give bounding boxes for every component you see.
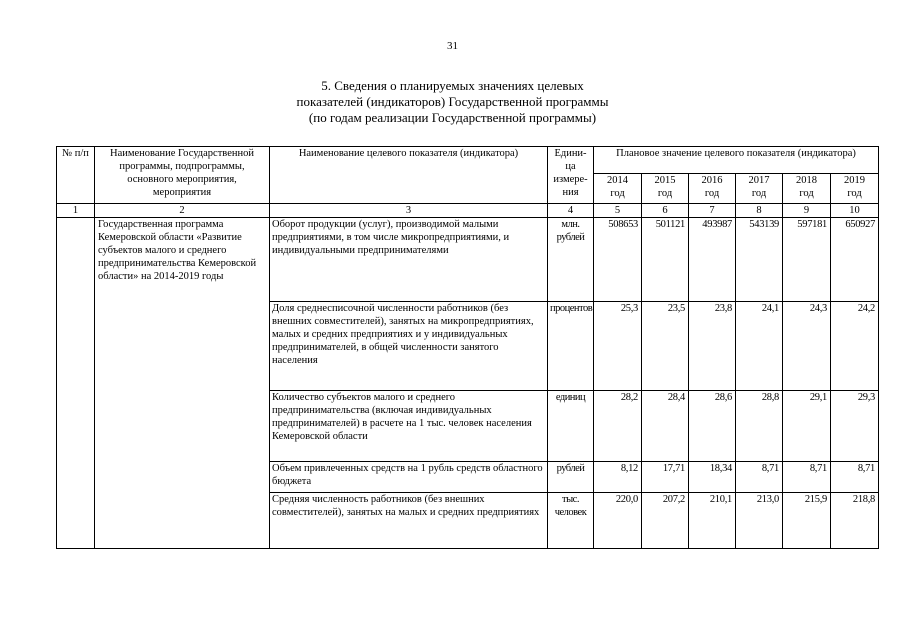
column-index: 4 — [548, 204, 594, 218]
column-index: 8 — [736, 204, 783, 218]
value-cell: 29,1 — [783, 391, 831, 462]
header-year-2016: 2016 год — [689, 174, 736, 204]
unit-cell: рублей — [548, 462, 594, 493]
indicator-name: Объем привлеченных средств на 1 рубль средств областного бюджета — [270, 462, 548, 493]
page-number: 31 — [447, 40, 458, 52]
value-cell: 24,2 — [831, 302, 879, 391]
value-cell: 508653 — [594, 218, 642, 302]
unit-cell: единиц — [548, 391, 594, 462]
indicator-name: Количество субъектов малого и среднего предпринимательства (включая индивидуальных предпринимателей) в расчете на 1 тыс. человек населения Кемеровской области — [270, 391, 548, 462]
header-year-2015: 2015 год — [642, 174, 689, 204]
indicators-table — [56, 146, 879, 549]
value-cell: 218,8 — [831, 493, 879, 549]
column-index-row — [57, 204, 879, 218]
title-line-3: (по годам реализации Государственной программы) — [308, 110, 597, 125]
header-year-2019: 2019 год — [831, 174, 879, 204]
table-row — [57, 218, 879, 302]
header-program-name: Наименование Государственной программы, подпрограммы, основного мероприятия, мероприятия — [95, 147, 270, 204]
indicator-name: Средняя численность работников (без внешних совместителей), занятых на малых и средних предприятиях — [270, 493, 548, 549]
unit-cell: млн. рублей — [548, 218, 594, 302]
value-cell: 650927 — [831, 218, 879, 302]
value-cell: 28,8 — [736, 391, 783, 462]
value-cell: 207,2 — [642, 493, 689, 549]
value-cell: 8,71 — [736, 462, 783, 493]
header-unit: Едини-ца измере-ния — [548, 147, 594, 204]
value-cell: 543139 — [736, 218, 783, 302]
header-row — [57, 147, 879, 174]
value-cell: 493987 — [689, 218, 736, 302]
unit-cell: тыс. человек — [548, 493, 594, 549]
header-year-2018: 2018 год — [783, 174, 831, 204]
value-cell: 28,4 — [642, 391, 689, 462]
column-index: 10 — [831, 204, 879, 218]
value-cell: 25,3 — [594, 302, 642, 391]
value-cell: 8,71 — [783, 462, 831, 493]
value-cell: 215,9 — [783, 493, 831, 549]
value-cell: 29,3 — [831, 391, 879, 462]
value-cell: 28,6 — [689, 391, 736, 462]
value-cell: 17,71 — [642, 462, 689, 493]
header-year-2014: 2014 год — [594, 174, 642, 204]
section-title — [0, 78, 905, 126]
program-name-cell: Государственная программа Кемеровской области «Развитие субъектов малого и среднего предпринимательства Кемеровской области» на 2014-2019 годы — [95, 218, 270, 549]
title-line-2: показателей (индикаторов) Государственной программы — [296, 94, 609, 109]
column-index: 9 — [783, 204, 831, 218]
column-index: 5 — [594, 204, 642, 218]
value-cell: 220,0 — [594, 493, 642, 549]
value-cell: 18,34 — [689, 462, 736, 493]
value-cell: 28,2 — [594, 391, 642, 462]
column-index: 7 — [689, 204, 736, 218]
header-planned-value: Плановое значение целевого показателя (индикатора) — [594, 147, 879, 174]
indicator-name: Доля среднесписочной численности работников (без внешних совместителей), занятых на микропредприятиях, малых и средних предприятиях и у индивидуальных предпринимателей, в общей численности занятого населения — [270, 302, 548, 391]
header-indicator-name: Наименование целевого показателя (индикатора) — [270, 147, 548, 204]
unit-cell: процентов — [548, 302, 594, 391]
value-cell: 213,0 — [736, 493, 783, 549]
value-cell: 597181 — [783, 218, 831, 302]
column-index: 2 — [95, 204, 270, 218]
value-cell: 23,8 — [689, 302, 736, 391]
value-cell: 24,1 — [736, 302, 783, 391]
program-number-cell — [57, 218, 95, 549]
column-index: 3 — [270, 204, 548, 218]
value-cell: 8,71 — [831, 462, 879, 493]
header-year-2017: 2017 год — [736, 174, 783, 204]
value-cell: 501121 — [642, 218, 689, 302]
indicator-name: Оборот продукции (услуг), производимой малыми предприятиями, в том числе микропредприятиями, и индивидуальными предпринимателями — [270, 218, 548, 302]
value-cell: 24,3 — [783, 302, 831, 391]
value-cell: 23,5 — [642, 302, 689, 391]
column-index: 1 — [57, 204, 95, 218]
value-cell: 210,1 — [689, 493, 736, 549]
column-index: 6 — [642, 204, 689, 218]
value-cell: 8,12 — [594, 462, 642, 493]
header-number: № п/п — [57, 147, 95, 204]
title-line-1: 5. Сведения о планируемых значениях целевых — [321, 78, 584, 93]
